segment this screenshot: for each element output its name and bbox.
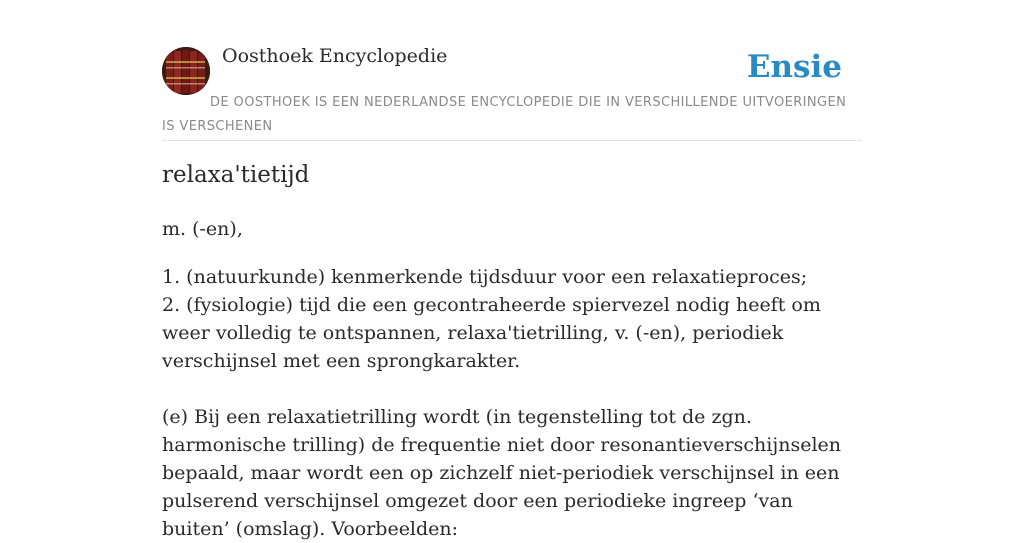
book-spines-image (162, 47, 210, 95)
paragraph-spacer (162, 375, 862, 403)
entry-grammar: m. (-en), (162, 218, 243, 240)
encyclopedia-books-avatar[interactable] (162, 47, 210, 95)
entry-paragraph: (e) Bij een relaxatietrilling wordt (in tegenstelling tot de zgn. harmonische trilling) de frequentie niet door resonantieverschijnselen bepaald, maar wordt een op zichzelf niet-periodiek verschijnsel in een pulserend verschijnsel omgezet door een periodieke ingreep ‘van buiten’ (omslag). Voorbeelden: (162, 406, 841, 540)
page (162, 0, 862, 540)
ensie-logo-link[interactable]: Ensie (746, 49, 842, 85)
site-tagline: DE OOSTHOEK IS EEN NEDERLANDSE ENCYCLOPEDIE DIE IN VERSCHILLENDE UITVOERINGEN IS VERSCHENEN (162, 95, 847, 134)
definition-1: 1. (natuurkunde) kenmerkende tijdsduur voor een relaxatieproces; (162, 266, 808, 288)
entry-title: relaxa'tietijd (162, 162, 310, 188)
definition-2: 2. (fysiologie) tijd die een gecontraheerde spiervezel nodig heeft om weer volledig te ontspannen, relaxa'tietrilling, v. (-en), periodiek verschijnsel met een sprongkarakter. (162, 294, 821, 372)
site-name[interactable]: Oosthoek Encyclopedie (222, 45, 448, 67)
entry-body (162, 263, 862, 543)
site-header (162, 0, 862, 141)
